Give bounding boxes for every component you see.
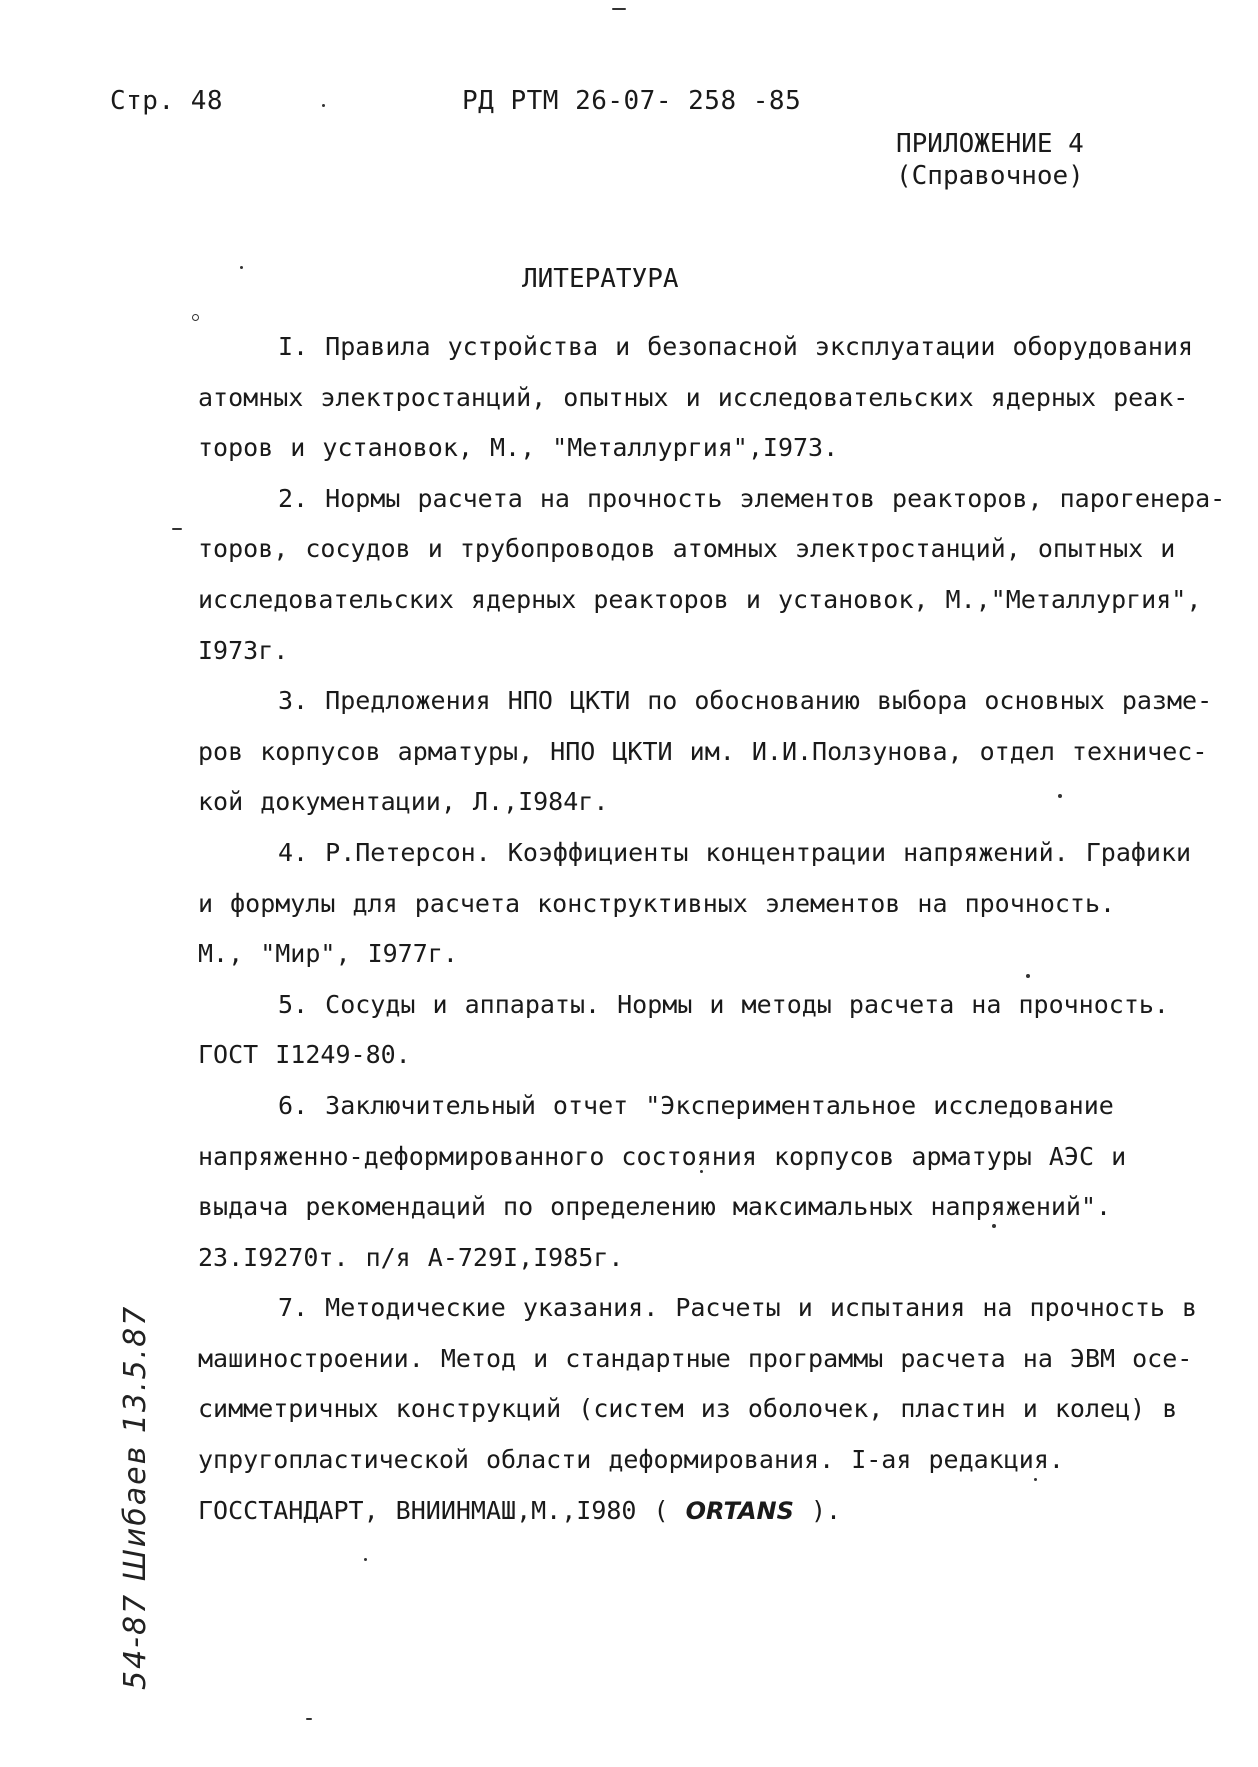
reference-line: напряженно-деформированного состояния корпусов арматуры АЭС и: [198, 1141, 1127, 1171]
reference-line: упругопластической области деформирования. I-ая редакция.: [198, 1445, 1064, 1475]
scan-speck: [700, 1170, 703, 1173]
scan-speck: [1058, 794, 1062, 798]
reference-line: 2. Нормы расчета на прочность элементов реакторов, парогенера-: [278, 483, 1226, 513]
reference-line: 7. Методические указания. Расчеты и испытания на прочность в: [278, 1293, 1198, 1323]
reference-line: выдача рекомендаций по определению максимальных напряжений".: [198, 1192, 1112, 1222]
reference-line-prefix: ГОССТАНДАРТ, ВНИИНМАШ,М.,I980 (: [198, 1495, 686, 1525]
reference-item: [198, 474, 1233, 676]
scan-speck: [240, 266, 243, 269]
reference-line: 23.I9270т. п/я А-729I,I985г.: [198, 1242, 624, 1272]
reference-item: [198, 828, 1233, 980]
reference-line: исследовательских ядерных реакторов и установок, М.,"Металлургия",: [198, 584, 1202, 614]
scan-speck: [364, 1558, 367, 1561]
reference-line: торов и установок, М., "Металлургия",I973.: [198, 433, 839, 463]
reference-line: 6. Заключительный отчет "Экспериментальное исследование: [278, 1090, 1114, 1120]
document-code: РД РТМ 26-07- 258 -85: [462, 86, 802, 116]
scan-speck: [306, 1718, 312, 1720]
reference-line: М., "Мир", I977г.: [198, 939, 458, 969]
appendix-subtitle: (Справочное): [896, 161, 1084, 191]
scan-speck: [172, 528, 182, 530]
reference-item: [198, 322, 1233, 474]
reference-item: [198, 980, 1233, 1081]
scan-speck: [192, 314, 199, 321]
appendix-title: ПРИЛОЖЕНИЕ 4: [896, 129, 1084, 159]
reference-item: [198, 676, 1233, 828]
reference-line: 4. Р.Петерсон. Коэффициенты концентрации напряжений. Графики: [278, 837, 1192, 867]
reference-line: кой документации, Л.,I984г.: [198, 787, 609, 817]
reference-line: атомных электростанций, опытных и исследовательских ядерных реак-: [198, 382, 1189, 412]
handwritten-insert: ORTANS: [685, 1496, 794, 1525]
reference-line: симметричных конструкций (систем из оболочек, пластин и колец) в: [198, 1394, 1178, 1424]
reference-line: торов, сосудов и трубопроводов атомных электростанций, опытных и: [198, 534, 1176, 564]
reference-line: I973г.: [198, 635, 289, 665]
reference-line: машиностроении. Метод и стандартные программы расчета на ЭВМ осе-: [198, 1343, 1193, 1373]
scan-speck: [612, 8, 626, 10]
section-title: ЛИТЕРАТУРА: [522, 264, 679, 294]
scan-speck: [1026, 974, 1030, 978]
reference-line: и формулы для расчета конструктивных элементов на прочность.: [198, 888, 1116, 918]
reference-line: ров корпусов арматуры, НПО ЦКТИ им. И.И.Ползунова, отдел техничес-: [198, 736, 1208, 766]
reference-item: [198, 1283, 1233, 1536]
reference-line: ГОСТ I1249-80.: [198, 1040, 411, 1070]
appendix-label: [896, 128, 1084, 192]
margin-handwritten-note: 54-87 Шибаев 13.5.87: [118, 1304, 153, 1690]
reference-line: [198, 1486, 1233, 1537]
reference-line: I. Правила устройства и безопасной эксплуатации оборудования: [278, 332, 1194, 361]
page-number: Стр. 48: [110, 86, 224, 116]
scan-speck: [992, 1224, 996, 1228]
scan-speck: [322, 104, 325, 107]
reference-item: [198, 1081, 1233, 1283]
reference-line-suffix: ).: [793, 1495, 842, 1525]
reference-list: [198, 322, 1233, 1536]
scan-speck: [1034, 1478, 1037, 1481]
reference-line: 3. Предложения НПО ЦКТИ по обоснованию выбора основных разме-: [278, 686, 1213, 716]
reference-line: 5. Сосуды и аппараты. Нормы и методы расчета на прочность.: [278, 989, 1169, 1019]
